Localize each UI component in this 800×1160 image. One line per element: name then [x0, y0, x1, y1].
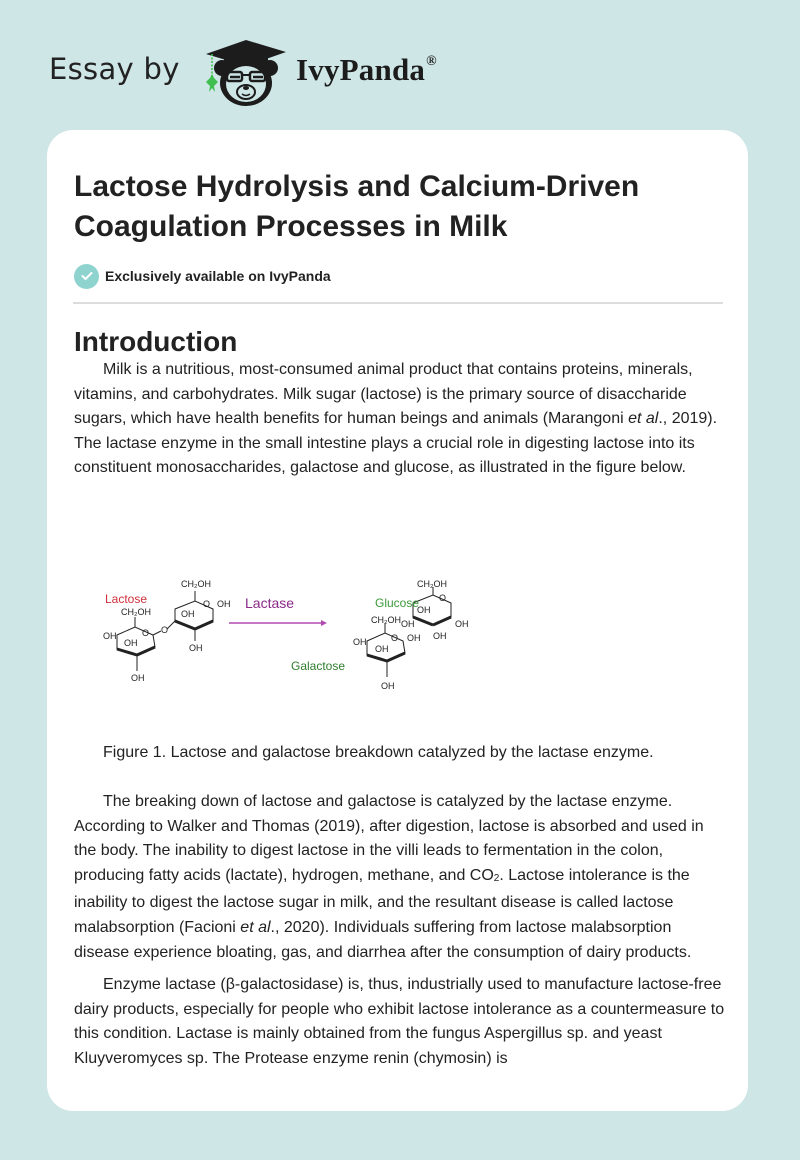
- svg-text:OH: OH: [455, 619, 469, 629]
- svg-text:OH: OH: [433, 631, 447, 641]
- svg-text:CH₂OH: CH₂OH: [121, 607, 151, 617]
- check-icon: [74, 264, 99, 289]
- paragraph-text: ., 2020). Individuals suffering from lactose malabsorption disease experience bloating, gas, and diarrhea after the consumption of dairy products.: [74, 918, 692, 961]
- svg-text:OH: OH: [181, 609, 195, 619]
- svg-text:OH: OH: [131, 673, 145, 683]
- svg-text:OH: OH: [401, 619, 415, 629]
- svg-text:OH: OH: [124, 638, 138, 648]
- exclusive-badge: [74, 263, 331, 289]
- svg-text:OH: OH: [103, 631, 117, 641]
- brand-name-text: IvyPanda: [296, 52, 426, 87]
- paragraph-text: . Lactose intolerance is the inability to digest the lactose sugar in milk, and the resultant disease is called lactose malabsorption (Facioni: [74, 866, 690, 936]
- essay-card: [47, 130, 748, 1111]
- svg-text:Lactose: Lactose: [105, 592, 148, 606]
- paragraph-3: Enzyme lactase (β-galactosidase) is, thus, industrially used to manufacture lactose-free dairy products, especially for people who exhibit lactose intolerance as a countermeasure to this condition. Lactase is mainly obtained from the fungus Aspergillus sp. and yeast Kluyveromyces sp. The Protease enzyme renin (chymosin) is: [74, 976, 725, 1067]
- svg-text:O: O: [203, 599, 211, 609]
- essay-title: Lactose Hydrolysis and Calcium-Driven Coagulation Processes in Milk: [74, 170, 640, 243]
- paragraph-2: [74, 790, 726, 965]
- svg-text:OH: OH: [407, 633, 421, 643]
- svg-text:O: O: [161, 625, 169, 635]
- svg-text:O: O: [391, 633, 399, 643]
- lactose-hydrolysis-figure: [95, 575, 475, 705]
- citation-et-al: et al: [240, 918, 271, 936]
- paragraph-text: Milk is a nutritious, most-consumed animal product that contains proteins, minerals, vitamins, and carbohydrates. Milk sugar (lactose) is the primary source of disaccharide sugars, which have health benefits for human beings and animals (Marangoni: [74, 361, 693, 428]
- figure-caption: Figure 1. Lactose and galactose breakdown catalyzed by the lactase enzyme.: [103, 744, 654, 761]
- svg-text:CH₂OH: CH₂OH: [417, 579, 447, 589]
- brand-name[interactable]: [296, 52, 437, 88]
- svg-text:OH: OH: [353, 637, 367, 647]
- subscript: 2: [493, 872, 500, 884]
- site-header: [0, 0, 800, 120]
- svg-text:OH: OH: [217, 599, 231, 609]
- svg-text:Lactase: Lactase: [245, 595, 295, 611]
- paragraph-text: The breaking down of lactose and galactose is catalyzed by the lactase enzyme. According to Walker and Thomas (2019), after digestion, lactose is absorbed and used in the body. The inability to digest lactose in the villi leads to fermentation in the colon, producing fatty acids (lactate), hydrogen, methane, and CO: [74, 793, 704, 884]
- citation-et-al: et al: [628, 410, 659, 428]
- svg-text:OH: OH: [417, 605, 431, 615]
- svg-text:OH: OH: [375, 644, 389, 654]
- svg-text:O: O: [142, 628, 150, 638]
- svg-text:CH₂OH: CH₂OH: [181, 579, 211, 589]
- registered-mark: ®: [426, 54, 437, 69]
- essay-by-label: Essay by: [49, 52, 180, 86]
- exclusive-label: Exclusively available on IvyPanda: [105, 268, 331, 284]
- panda-graduate-logo-icon[interactable]: [200, 36, 292, 108]
- section-heading-introduction: Introduction: [74, 326, 238, 357]
- paragraph-text: ., 2019). The lactase enzyme in the small intestine plays a crucial role in digesting lactose into its constituent monosaccharides, galactose and glucose, as illustrated in the figure below.: [74, 410, 718, 477]
- svg-text:CH₂OH: CH₂OH: [371, 615, 401, 625]
- divider: [73, 302, 723, 304]
- svg-text:Glucose: Glucose: [375, 596, 420, 610]
- svg-text:OH: OH: [381, 681, 395, 691]
- svg-text:Galactose: Galactose: [291, 659, 346, 673]
- svg-text:O: O: [439, 593, 447, 603]
- svg-text:OH: OH: [189, 643, 203, 653]
- paragraph-1: [74, 358, 726, 481]
